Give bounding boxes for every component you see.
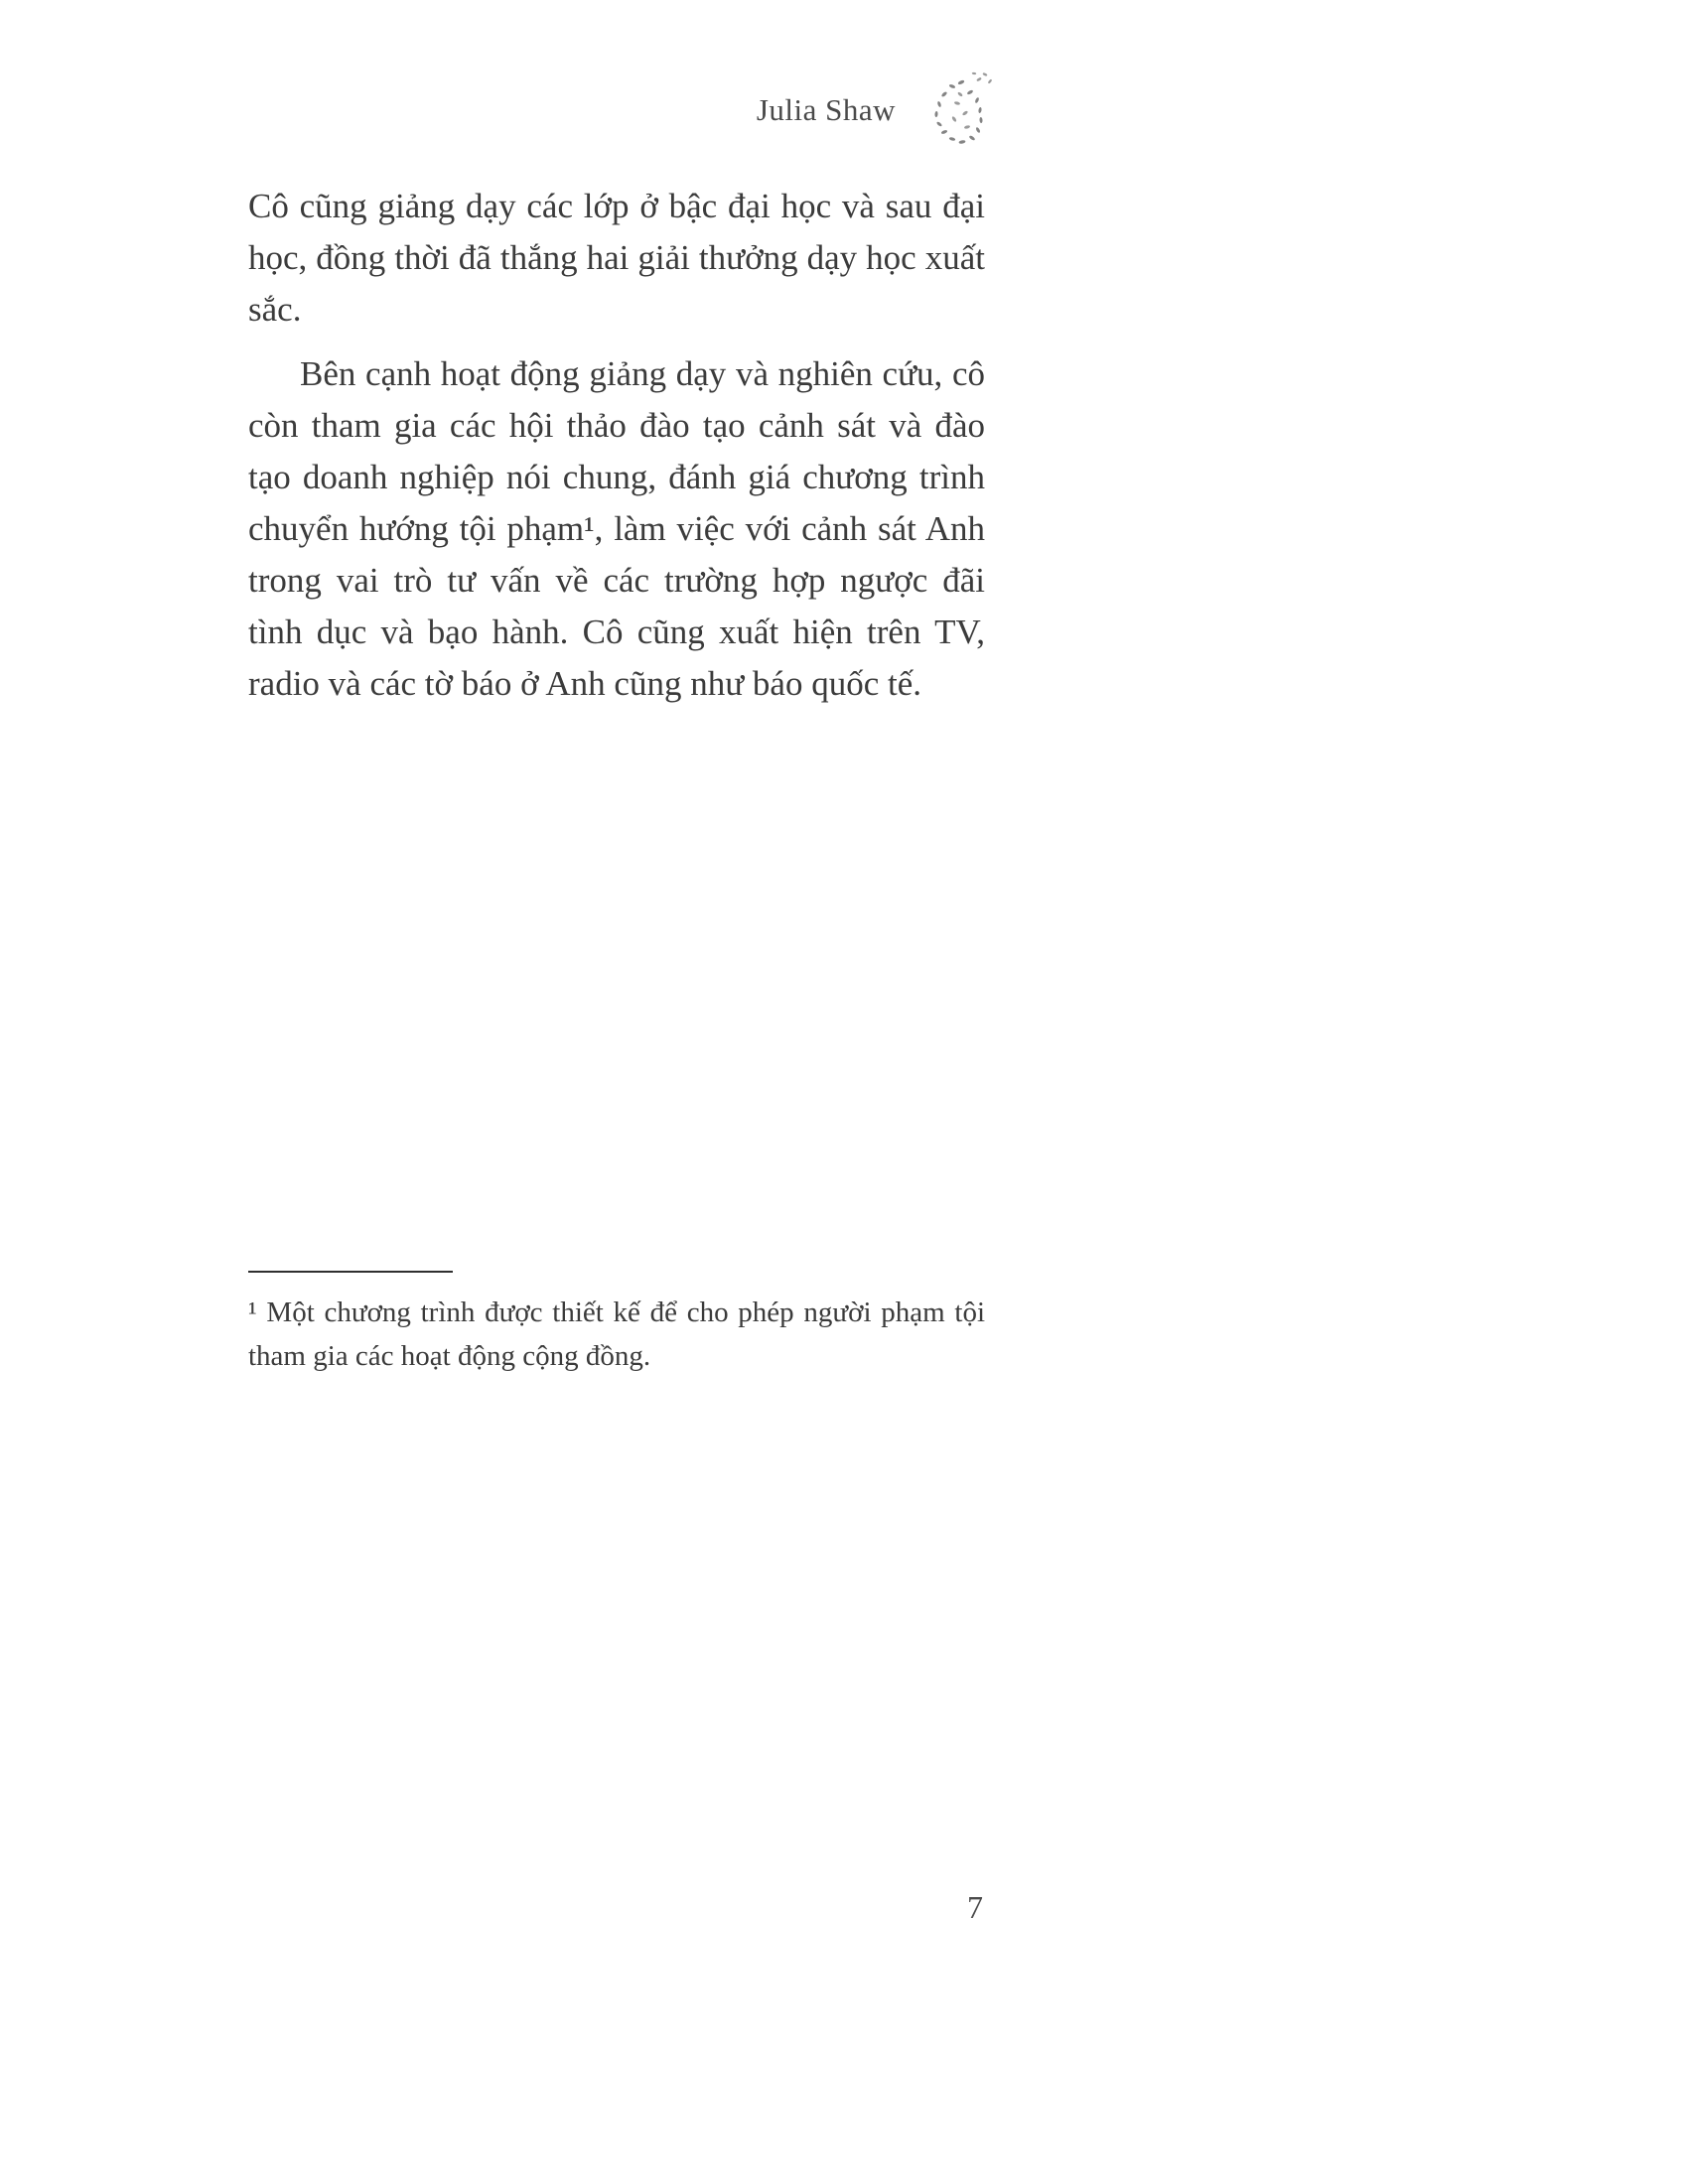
footnote-text: ¹ Một chương trình được thiết kế để cho phép người phạm tội tham gia các hoạt động cộng đồng. bbox=[248, 1297, 985, 1372]
paragraph: Cô cũng giảng dạy các lớp ở bậc đại học và sau đại học, đồng thời đã thắng hai giải thưởng dạy học xuất sắc. bbox=[248, 187, 985, 329]
paragraph: Bên cạnh hoạt động giảng dạy và nghiên cứu, cô còn tham gia các hội thảo đào tạo cảnh sát và đào tạo doanh nghiệp nói chung, đánh giá chương trình chuyển hướng tội phạm¹, làm việc với cảnh sát Anh trong vai trò tư vấn về các trường hợp ngược đãi tình dục và bạo hành. Cô cũng xuất hiện trên TV, radio và các tờ báo ở Anh cũng như báo quốc tế. bbox=[248, 354, 985, 703]
body-text bbox=[248, 181, 985, 710]
footnote-divider bbox=[248, 1271, 453, 1273]
page-header bbox=[248, 69, 995, 151]
page-number: 7 bbox=[967, 1889, 983, 1925]
running-head-author: Julia Shaw bbox=[756, 92, 896, 127]
footnote-area bbox=[248, 1271, 985, 1378]
head-of-leaves-icon bbox=[921, 69, 995, 151]
